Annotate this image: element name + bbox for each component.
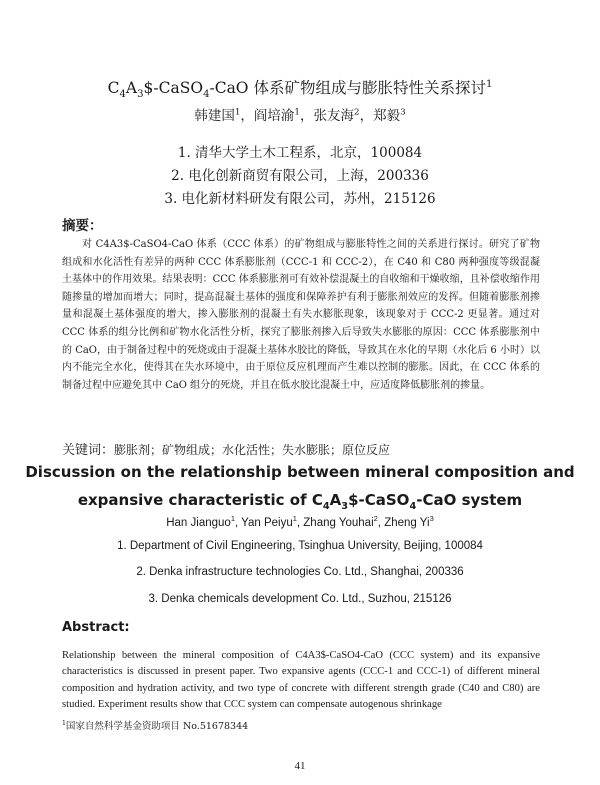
english-affiliation: 3. Denka chemicals development Co. Ltd., Suzhou, 215126: [148, 593, 452, 605]
english-title: Discussion on the relationship between mineral composition and expansive characteristic of $C_4A_3\$-CaSO_4$-CaO system: [25, 463, 575, 512]
chinese-authors: 韩建国$^1$，阎培渝$^1$，张友海$^2$，郑毅$^3$: [194, 107, 406, 124]
author: 郑毅$^3$: [373, 107, 406, 124]
chinese-title: $C_4A_3\$-CaSO_4$-CaO 体系矿物组成与膨胀特性关系探讨$^1$: [107, 78, 493, 101]
chinese-abstract-label: 摘要：: [62, 218, 103, 234]
footnote-mark: 1: [62, 719, 66, 727]
author: Yan Peiyu$^1$: [241, 514, 297, 529]
author: Zheng Yi$^3$: [384, 514, 434, 529]
keywords-label: 关键词：: [62, 443, 115, 458]
chinese-affiliation: 2. 电化创新商贸有限公司，上海，200336: [171, 168, 429, 184]
chinese-keywords: [62, 439, 390, 458]
page-number: 41: [294, 760, 306, 772]
footnote: [62, 718, 248, 732]
chinese-affiliation: 3. 电化新材料研发有限公司，苏州，215126: [164, 191, 436, 207]
author: 张友海$^2$: [313, 107, 360, 124]
english-abstract-text: Relationship between the mineral composition of C4A3$-CaSO4-CaO (CCC system) and its expansive characteristics is discussed in present paper. Two expansive agents (CCC-1 and CCC-1) of different mineral composition and hydration activity, and two type of concrete with different strength grade (C40 and C80) are studied. Experiment results show that CCC system can compensate autogenous shrinkage: [62, 650, 540, 711]
english-abstract-label: Abstract:: [62, 620, 130, 635]
title-footnote-mark: 1: [485, 78, 493, 90]
author: 阎培渝$^1$: [253, 107, 300, 124]
chinese-affiliation: 1. 清华大学土木工程系，北京，100084: [177, 145, 423, 161]
author: Han Jianguo$^1$: [166, 514, 235, 529]
chinese-abstract-text: 对 C4A3$-CaSO4-CaO 体系（CCC 体系）的矿物组成与膨胀特性之间的关系进行探讨。研究了矿物组成和水化活性有差异的两种 CCC 体系膨胀剂（CCC-1 和 CCC-2），在 C40 和 C80 两种强度等级混凝土基体中的作用效果。结果表明：CCC 体系膨胀剂可有效补偿混凝土的自收缩和干燥收缩，且补偿收缩作用随掺量的增加而增大；同时，提高混凝土基体的强度和保障养护有利于膨胀剂效应的发挥。但随着膨胀剂掺量和混凝土基体强度的增大，掺入膨胀剂的混凝土有失水膨胀现象，该现象对于 CCC-2 更显著。通过对 CCC 体系的组分比例和矿物水化活性分析，探究了膨胀剂掺入后导致失水膨胀的原因：CCC 体系膨胀剂中的 CaO，由于制备过程中的死烧或由于混凝土基体水胶比的降低，导致其在水化的早期（水化后 6 小时）以内不能完全水化，使得其在失水环境中，由于原位反应机理而产生难以控制的膨胀。因此，在 CCC 体系的制备过程中应避免其中 CaO 组分的死烧，并且在低水胶比混凝土中，应适度降低膨胀剂的掺量。: [62, 239, 540, 391]
english-affiliation: 2. Denka infrastructure technologies Co. Ltd., Shanghai, 200336: [136, 566, 464, 578]
author: Zhang Youhai$^2$: [303, 514, 378, 529]
author: 韩建国$^1$: [194, 107, 241, 124]
footnote-text: 国家自然科学基金资助项目 No.51678344: [65, 721, 249, 732]
english-affiliation: 1. Department of Civil Engineering, Tsinghua University, Beijing, 100084: [117, 540, 483, 552]
english-authors: Han Jianguo$^1$, Yan Peiyu$^1$, Zhang Youhai$^2$, Zheng Yi$^3$: [166, 514, 434, 529]
keywords-list: 膨胀剂；矿物组成；水化活性；失水膨胀；原位反应: [114, 443, 391, 457]
